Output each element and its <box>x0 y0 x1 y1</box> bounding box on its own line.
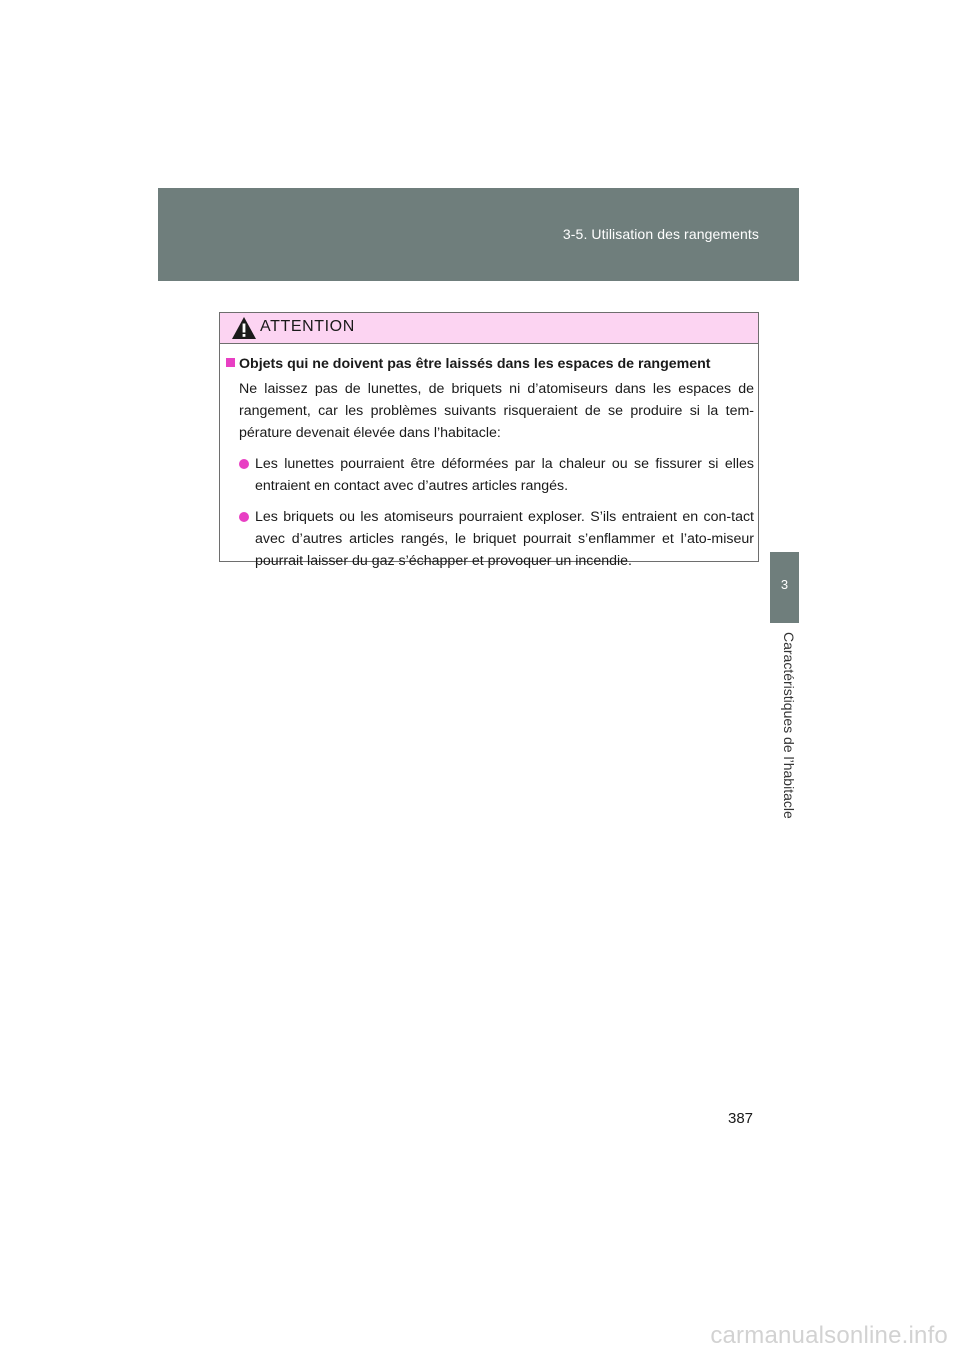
round-bullet-icon <box>239 459 249 469</box>
caution-subheading <box>226 353 754 375</box>
list-item-text: Les lunettes pourraient être déformées par la chaleur ou se fissurer si elles entraient en contact avec d’autres articles rangés. <box>255 456 754 494</box>
section-title: 3-5. Utilisation des rangements <box>562 226 759 242</box>
page-number: 387 <box>728 1110 754 1127</box>
header-band <box>158 188 799 281</box>
caution-intro: Ne laissez pas de lunettes, de briquets ni d’atomiseurs dans les espaces de rangement, car les problèmes suivants risqueraient de se produire si la tem-pérature devenait élevée dans l’habitacle: <box>239 381 754 441</box>
list-item <box>226 453 754 497</box>
caution-box <box>219 312 759 569</box>
chapter-number: 3 <box>780 577 789 592</box>
caution-body <box>220 344 758 572</box>
caution-subheading-text: Objets qui ne doivent pas être laissés dans les espaces de rangement <box>239 356 711 372</box>
chapter-tab <box>770 552 799 623</box>
list-item <box>226 506 754 572</box>
caution-title: ATTENTION <box>260 318 355 335</box>
watermark: carmanualsonline.info <box>710 1322 948 1349</box>
caution-header <box>220 313 758 344</box>
list-item-text: Les briquets ou les atomiseurs pourraient exploser. S’ils entraient en con-tact avec d’autres articles rangés, le briquet pourrait s’enflammer et l’ato-miseur pourrait laisser du gaz s’échapper et provoquer un incendie. <box>255 509 754 569</box>
square-bullet-icon <box>226 358 235 367</box>
round-bullet-icon <box>239 512 249 522</box>
warning-triangle-icon <box>231 316 257 340</box>
chapter-label: Caractéristiques de l’habitacle <box>781 632 797 819</box>
